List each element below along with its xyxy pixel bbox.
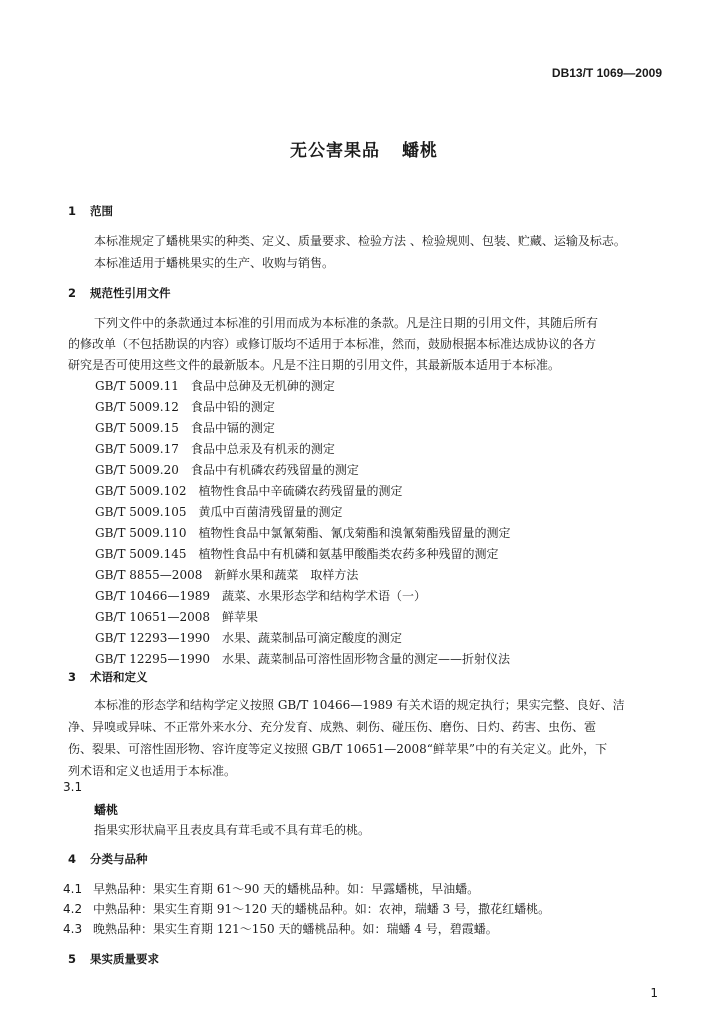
reference-title: 蔬菜、水果形态学和结构学术语（一） [222, 589, 427, 603]
reference-item [95, 566, 358, 583]
definitions-line-2: 净、异嗅或异味、不正常外来水分、充分发育、成熟、刺伤、碰压伤、磨伤、日灼、药害、虫伤、雹 [68, 720, 597, 734]
reference-item [95, 650, 510, 667]
reference-title: 黄瓜中百菌清残留量的测定 [198, 505, 343, 519]
reference-title: 食品中总砷及无机砷的测定 [190, 379, 335, 393]
reference-code: GB/T 5009.145 [95, 547, 187, 561]
page-number: 1 [650, 986, 658, 1000]
scope-paragraph-2: 本标准适用于蟠桃果实的生产、收购与销售。 [94, 256, 335, 270]
reference-item [95, 419, 275, 436]
term-name: 蟠桃 [94, 803, 119, 817]
title-part1: 无公害果品 [290, 141, 380, 161]
reference-code: GB/T 8855—2008 [95, 568, 203, 582]
reference-title: 植物性食品中氯氰菊酯、氰戊菊酯和溴氰菊酯残留量的测定 [198, 526, 511, 540]
reference-item [95, 503, 343, 520]
references-intro-line-2: 的修改单（不包括勘误的内容）或修订版均不适用于本标准，然而，鼓励根据本标准达成协议的各方 [68, 337, 597, 351]
reference-title: 植物性食品中辛硫磷农药残留量的测定 [198, 484, 403, 498]
item-number: 4.3 [63, 922, 83, 936]
reference-code: GB/T 5009.15 [95, 421, 179, 435]
reference-item [95, 440, 335, 457]
item-text: 中熟品种：果实生育期 91～120 天的蟠桃品种。如：农神，瑞蟠 3 号，撒花红蟠桃。 [93, 902, 551, 916]
item-number: 4.1 [63, 882, 83, 896]
section-title: 果实质量要求 [90, 952, 159, 966]
subsection-number: 3.1 [63, 780, 83, 794]
term-definition: 指果实形状扁平且表皮具有茸毛或不具有茸毛的桃。 [94, 823, 371, 837]
reference-title: 水果、蔬菜制品可滴定酸度的测定 [222, 631, 403, 645]
section-title: 术语和定义 [90, 670, 148, 684]
reference-code: GB/T 12295—1990 [95, 652, 210, 666]
definitions-line-4: 列术语和定义也适用于本标准。 [68, 764, 237, 778]
item-number: 4.2 [63, 902, 83, 916]
reference-item [95, 587, 426, 604]
reference-item [95, 377, 335, 394]
reference-item [95, 545, 499, 562]
section-title: 范围 [90, 204, 113, 218]
item-text: 晚熟品种：果实生育期 121～150 天的蟠桃品种。如：瑞蟠 4 号，碧霞蟠。 [93, 922, 498, 936]
reference-code: GB/T 5009.11 [95, 379, 179, 393]
references-intro-line-3: 研究是否可使用这些文件的最新版本。凡是不注日期的引用文件，其最新版本适用于本标准。 [68, 358, 561, 372]
reference-item [95, 608, 258, 625]
variety-item [63, 920, 498, 937]
reference-code: GB/T 12293—1990 [95, 631, 210, 645]
reference-item [95, 398, 275, 415]
reference-item [95, 482, 403, 499]
reference-title: 食品中镉的测定 [190, 421, 275, 435]
reference-title: 新鲜水果和蔬菜 取样方法 [214, 568, 359, 582]
reference-title: 鲜苹果 [222, 610, 259, 624]
section-number: 2 [68, 286, 77, 300]
reference-code: GB/T 5009.17 [95, 442, 179, 456]
references-intro-line-1: 下列文件中的条款通过本标准的引用而成为本标准的条款。凡是注日期的引用文件，其随后所有 [94, 316, 599, 330]
section-5-heading [68, 951, 159, 967]
section-4-heading [68, 851, 148, 867]
reference-code: GB/T 5009.105 [95, 505, 187, 519]
reference-title: 食品中铅的测定 [190, 400, 275, 414]
reference-code: GB/T 5009.20 [95, 463, 179, 477]
section-number: 5 [68, 952, 77, 966]
scope-paragraph-1: 本标准规定了蟠桃果实的种类、定义、质量要求、检验方法 、检验规则、包装、贮藏、运输及标志。 [94, 234, 626, 248]
section-1-heading [68, 203, 113, 219]
reference-code: GB/T 10651—2008 [95, 610, 210, 624]
reference-code: GB/T 10466—1989 [95, 589, 210, 603]
variety-item [63, 880, 479, 897]
section-number: 3 [68, 670, 77, 684]
reference-code: GB/T 5009.110 [95, 526, 187, 540]
reference-item [95, 524, 511, 541]
section-3-heading [68, 669, 148, 685]
reference-item [95, 629, 402, 646]
reference-code: GB/T 5009.12 [95, 400, 179, 414]
section-title: 规范性引用文件 [90, 286, 171, 300]
reference-title: 食品中总汞及有机汞的测定 [190, 442, 335, 456]
definitions-line-3: 伤、裂果、可溶性固形物、容许度等定义按照 GB/T 10651—2008“鲜苹果”中的有关定义。此外，下 [68, 742, 608, 756]
title-part2: 蟠桃 [402, 141, 438, 161]
definitions-line-1: 本标准的形态学和结构学定义按照 GB/T 10466—1989 有关术语的规定执行；果实完整、良好、洁 [94, 698, 625, 712]
reference-item [95, 461, 359, 478]
item-text: 早熟品种：果实生育期 61～90 天的蟠桃品种。如：早露蟠桃，早油蟠。 [93, 882, 480, 896]
section-number: 4 [68, 852, 77, 866]
section-title: 分类与品种 [90, 852, 148, 866]
document-title [0, 136, 728, 161]
section-number: 1 [68, 204, 77, 218]
variety-item [63, 900, 550, 917]
section-2-heading [68, 285, 171, 301]
reference-code: GB/T 5009.102 [95, 484, 187, 498]
reference-title: 植物性食品中有机磷和氨基甲酸酯类农药多种残留的测定 [198, 547, 499, 561]
reference-title: 水果、蔬菜制品可溶性固形物含量的测定——折射仪法 [222, 652, 511, 666]
reference-title: 食品中有机磷农药残留量的测定 [190, 463, 359, 477]
standard-code: DB13/T 1069—2009 [551, 66, 662, 80]
